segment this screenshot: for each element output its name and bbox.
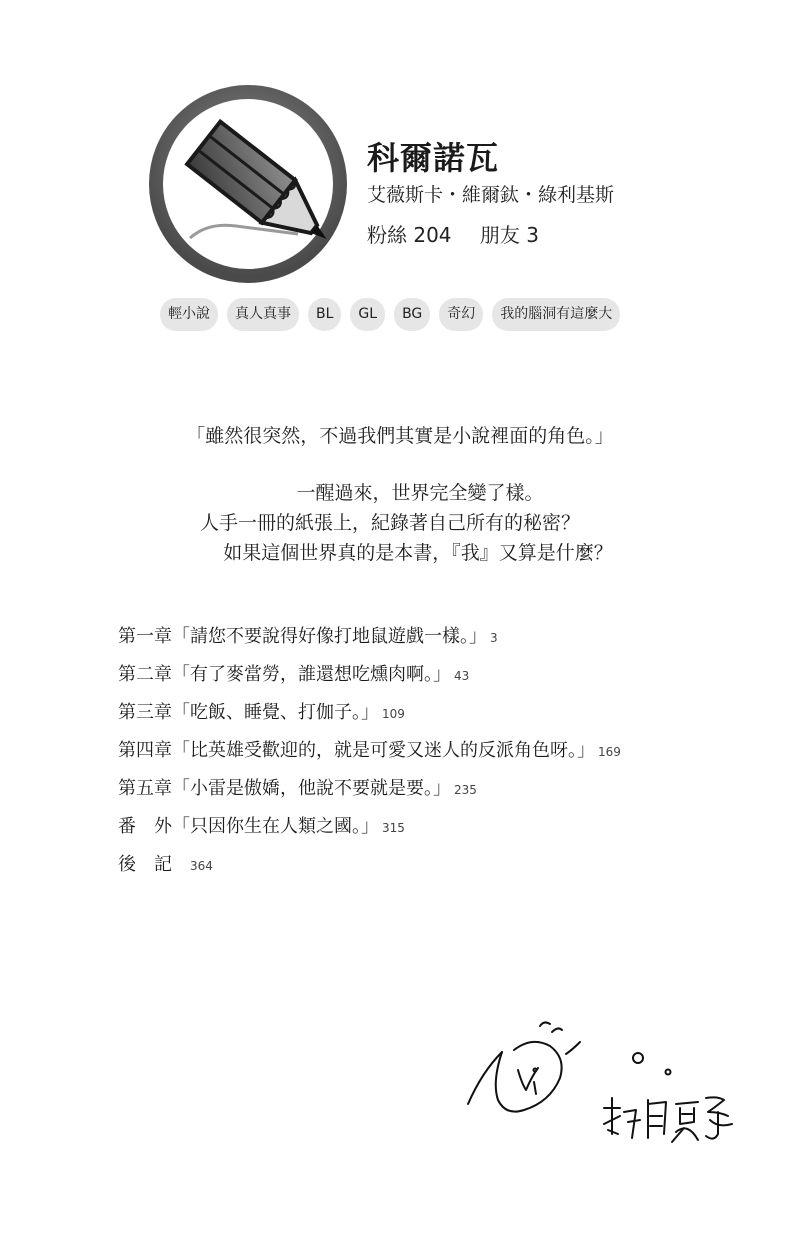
- toc-title: 「只因你生在人類之國。」: [172, 816, 379, 837]
- tag-true-story[interactable]: 真人真事: [227, 298, 299, 331]
- toc-chapter: 第五章: [118, 778, 172, 799]
- toc-page: 169: [598, 745, 621, 759]
- friends-count: 朋友 3: [479, 223, 539, 247]
- toc-title: 「比英雄受歡迎的，就是可愛又迷人的反派角色呀。」: [172, 740, 595, 761]
- toc-chapter: 第四章: [118, 740, 172, 761]
- blurb-line: 人手一冊的紙張上，紀錄著自己所有的秘密？: [199, 512, 580, 534]
- toc-title: 「請您不要說得好像打地鼠遊戲一樣。」: [172, 626, 487, 647]
- tag-gl[interactable]: GL: [350, 298, 385, 331]
- toc-page: 235: [454, 783, 477, 797]
- toc-item[interactable]: [118, 846, 758, 884]
- tag-fantasy[interactable]: 奇幻: [439, 298, 483, 331]
- pencil-icon: [148, 84, 348, 284]
- tag-bg[interactable]: BG: [394, 298, 430, 331]
- toc-page: 109: [382, 707, 405, 721]
- toc-item[interactable]: [118, 808, 758, 846]
- toc-item[interactable]: [118, 618, 758, 656]
- tag-list: [160, 298, 650, 331]
- toc-item[interactable]: [118, 732, 758, 770]
- toc-chapter: 第一章: [118, 626, 172, 647]
- signature-doodle-icon: [462, 1012, 752, 1172]
- toc-item[interactable]: [118, 694, 758, 732]
- blurb-quote: 「雖然很突然，不過我們其實是小說裡面的角色。」: [186, 425, 614, 447]
- author-alias: 艾薇斯卡・維爾鈦・綠利基斯: [367, 184, 615, 206]
- followers-count: 粉絲 204: [367, 223, 452, 247]
- toc-title: 「小雷是傲嬌，他說不要就是要。」: [172, 778, 451, 799]
- blurb: [0, 420, 800, 568]
- tag-brain-hole[interactable]: 我的腦洞有這麼大: [492, 298, 620, 331]
- toc-item[interactable]: [118, 770, 758, 808]
- blurb-line: 一醒過來，世界完全變了樣。: [296, 482, 544, 504]
- table-of-contents: [118, 618, 758, 884]
- toc-page: 43: [454, 669, 470, 683]
- toc-title: 「有了麥當勞，誰還想吃燻肉啊。」: [172, 664, 451, 685]
- toc-title: 「吃飯、睡覺、打伽子。」: [172, 702, 379, 723]
- tag-light-novel[interactable]: 輕小說: [160, 298, 218, 331]
- blurb-paragraph: [0, 478, 800, 568]
- toc-page: 3: [490, 631, 498, 645]
- author-info: [367, 138, 614, 250]
- author-name: 科爾諾瓦: [367, 139, 500, 177]
- blurb-line: 如果這個世界真的是本書，『我』又算是什麼？: [223, 542, 613, 564]
- toc-page: 315: [382, 821, 405, 835]
- toc-chapter: 後 記: [118, 854, 172, 875]
- toc-chapter: 第二章: [118, 664, 172, 685]
- toc-item[interactable]: [118, 656, 758, 694]
- toc-chapter: 番 外: [118, 816, 172, 837]
- tag-bl[interactable]: BL: [308, 298, 341, 331]
- author-stats: [367, 220, 614, 250]
- toc-chapter: 第三章: [118, 702, 172, 723]
- toc-page: 364: [190, 859, 213, 873]
